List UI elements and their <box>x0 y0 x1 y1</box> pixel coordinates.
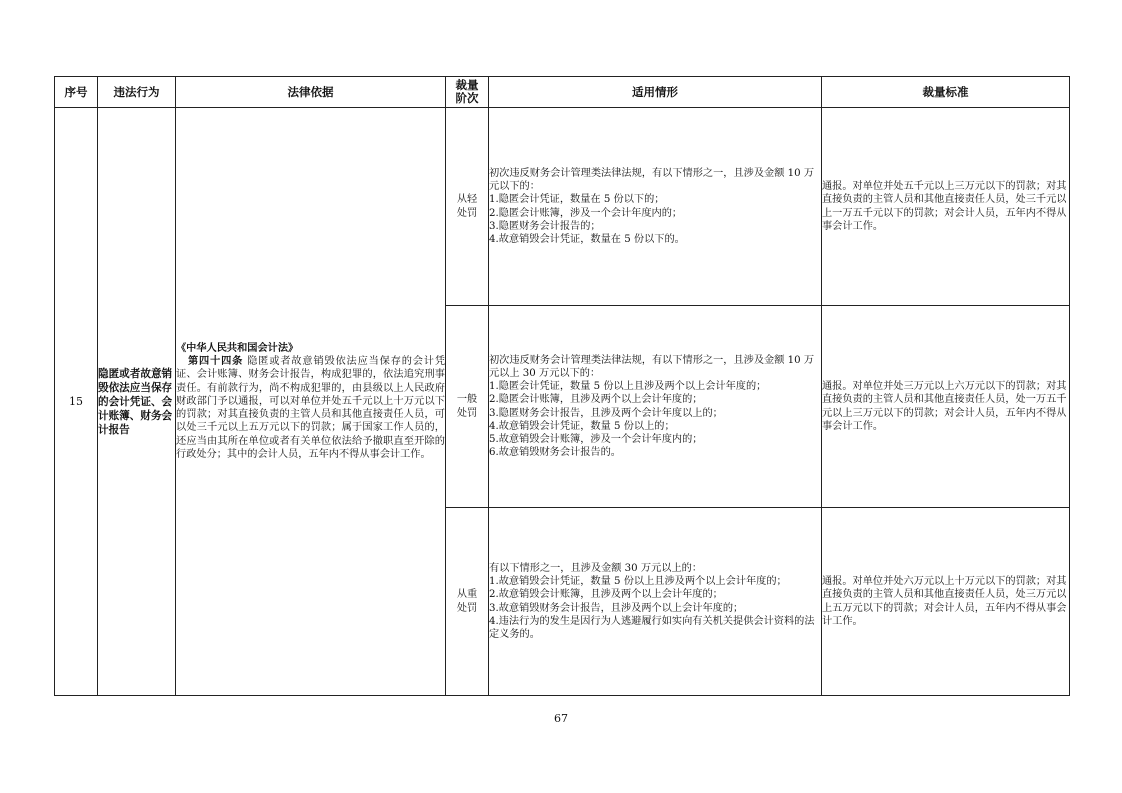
cell-condition-light <box>489 108 822 306</box>
page-number: 67 <box>554 712 568 725</box>
header-level: 裁量阶次 <box>446 77 489 108</box>
condition-intro: 初次违反财务会计管理类法律法规，有以下情形之一，且涉及金额 10 万元以上 30 万元以下的： <box>489 354 815 379</box>
header-row <box>55 77 1070 108</box>
condition-item: 4.违法行为的发生是因行为人逃避履行如实向有关机关提供会计资料的法定义务的。 <box>489 615 815 640</box>
cell-standard-light: 通报。对单位并处五千元以上三万元以下的罚款；对其直接负责的主管人员和其他直接责任人员，处三千元以上一万五千元以下的罚款；对会计人员，五年内不得从事会计工作。 <box>822 108 1070 306</box>
condition-item: 6.故意销毁财务会计报告的。 <box>489 447 621 459</box>
condition-intro: 有以下情形之一，且涉及金额 30 万元以上的： <box>489 562 703 574</box>
header-act: 违法行为 <box>98 77 176 108</box>
cell-condition-heavy <box>489 508 822 696</box>
cell-standard-heavy: 通报。对单位并处六万元以上十万元以下的罚款；对其直接负责的主管人员和其他直接责任人员，处三万元以上五万元以下的罚款；对会计人员，五年内不得从事会计工作。 <box>822 508 1070 696</box>
article-number: 第四十四条 <box>188 356 244 368</box>
header-basis: 法律依据 <box>176 77 446 108</box>
header-condition: 适用情形 <box>489 77 822 108</box>
condition-item: 4.故意销毁会计凭证，数量在 5 份以下的。 <box>489 233 685 245</box>
condition-item: 1.隐匿会计凭证，数量 5 份以上且涉及两个以上会计年度的； <box>489 381 767 393</box>
table-row-light <box>55 108 1070 306</box>
condition-item: 4.故意销毁会计凭证，数量 5 份以上的； <box>489 420 675 432</box>
penalty-table <box>54 76 1070 696</box>
cell-level-heavy: 从重处罚 <box>446 508 489 696</box>
cell-level-general: 一般处罚 <box>446 306 489 508</box>
header-standard: 裁量标准 <box>822 77 1070 108</box>
law-title: 《中华人民共和国会计法》 <box>176 343 299 355</box>
condition-item: 3.隐匿财务会计报告的； <box>489 220 601 232</box>
condition-intro: 初次违反财务会计管理类法律法规，有以下情形之一，且涉及金额 10 万元以下的： <box>489 167 815 193</box>
condition-item: 1.故意销毁会计凭证，数量 5 份以上且涉及两个以上会计年度的； <box>489 576 787 588</box>
condition-item: 2.故意销毁会计账簿，且涉及两个以上会计年度的； <box>489 589 723 601</box>
header-seq: 序号 <box>55 77 98 108</box>
cell-condition-general <box>489 306 822 508</box>
cell-act: 隐匿或者故意销毁依法应当保存的会计凭证、会计账簿、财务会计报告 <box>98 108 176 696</box>
condition-item: 5.故意销毁会计账簿，涉及一个会计年度内的； <box>489 433 703 445</box>
condition-item: 2.隐匿会计账簿，涉及一个会计年度内的； <box>489 207 683 219</box>
cell-standard-general: 通报。对单位并处三万元以上六万元以下的罚款；对其直接负责的主管人员和其他直接责任人员，处一万五千元以上三万元以下的罚款；对会计人员，五年内不得从事会计工作。 <box>822 306 1070 508</box>
cell-level-light: 从轻处罚 <box>446 108 489 306</box>
condition-item: 3.隐匿财务会计报告，且涉及两个会计年度以上的； <box>489 407 723 419</box>
cell-legal-basis <box>176 108 446 696</box>
condition-item: 1.隐匿会计凭证，数量在 5 份以下的； <box>489 194 665 206</box>
condition-item: 2.隐匿会计账簿，且涉及两个以上会计年度的； <box>489 394 703 406</box>
cell-seq: 15 <box>55 108 98 696</box>
condition-item: 3.故意销毁财务会计报告，且涉及两个以上会计年度的； <box>489 602 744 614</box>
article-text: 隐匿或者故意销毁依法应当保存的会计凭证、会计账簿、财务会计报告，构成犯罪的，依法追究刑事责任。有前款行为，尚不构成犯罪的，由县级以上人民政府财政部门予以通报，可以对单位并处五千元以上十万元以下的罚款；对其直接负责的主管人员和其他直接责任人员，可以处三千元以上五万元以下的罚款；属于国家工作人员的，还应当由其所在单位或者有关单位依法给予撤职直至开除的行政处分；其中的会计人员，五年内不得从事会计工作。 <box>176 356 446 460</box>
